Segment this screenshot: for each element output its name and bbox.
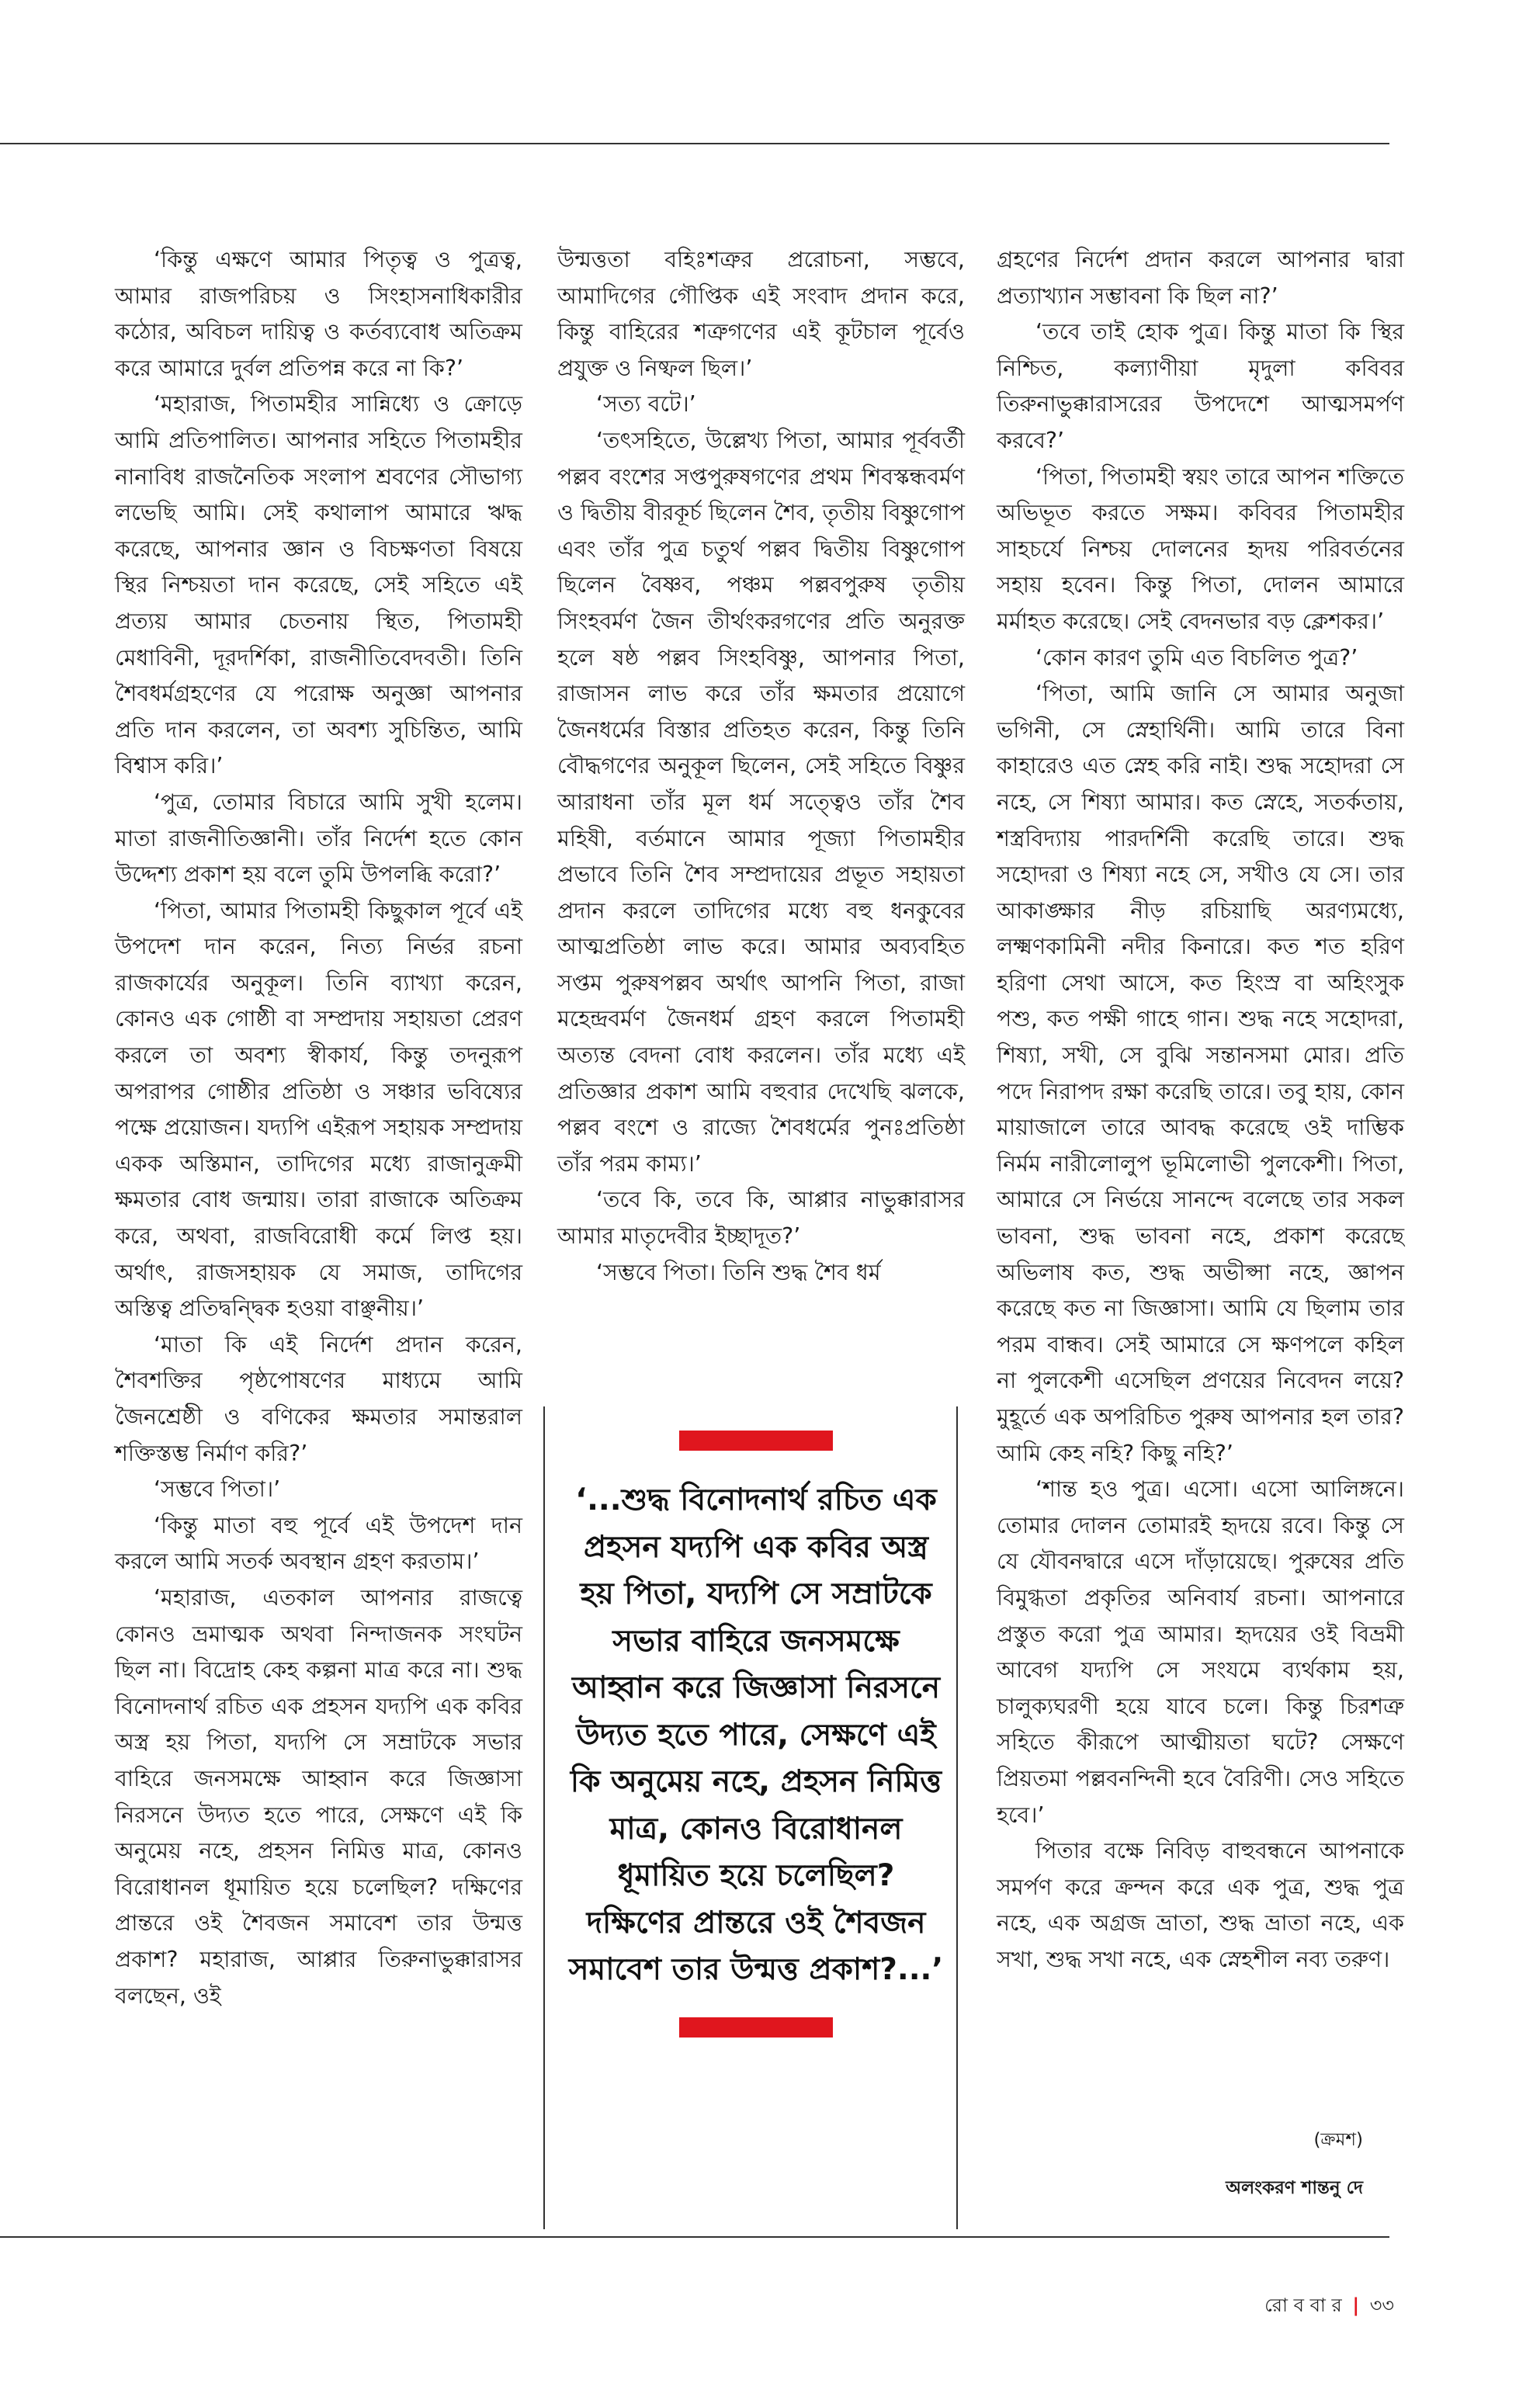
paragraph: ‘মহারাজ, এতকাল আপনার রাজত্বে কোনও ভ্রমাত্মক অথবা নিন্দাজনক সংঘটন ছিল না। বিদ্রোহ কেহ কল্পনা মাত্র করে না। শুদ্ধ বিনোদনার্থ রচিত এক প্রহসন যদ্যপি এক কবির অস্ত্র হয় পিতা, যদ্যপি সে সম্রাটকে সভার বাহিরে জনসমক্ষে আহ্বান করে জিজ্ঞাসা নিরসনে উদ্যত হতে পারে, সেক্ষণে এই কি অনুমেয় নহে, প্রহসন নিমিত্ত মাত্র, কোনও বিরোধানল ধূমায়িত হয়ে চলেছিল? দক্ষিণের প্রান্তরে ওই শৈবজন সমাবেশ তার উন্মত্ত প্রকাশ? মহারাজ, আপ্পার তিরুনাভুক্কারাসর বলছেন, ওই	[115, 1584, 522, 2009]
magazine-name: রো ব বা র	[1264, 2294, 1342, 2316]
paragraph: ‘তবে তাই হোক পুত্র। কিন্তু মাতা কি স্থির নিশ্চিত, কল্যাণীয়া মৃদুলা কবিবর তিরুনাভুক্কারাসরের উপদেশে আত্মসমর্পণ করবে?’	[997, 319, 1404, 453]
article-column-2	[557, 242, 965, 1291]
paragraph: উন্মত্ততা বহিঃশত্রুর প্ররোচনা, সম্ভবে, আমাদিগের গৌপ্তিক এই সংবাদ প্রদান করে, কিন্তু বাহিরের শত্রুগণের এই কূটচাল পূর্বেও প্রযুক্ত ও নিষ্ফল ছিল।’	[557, 247, 965, 381]
paragraph: ‘পুত্র, তোমার বিচারে আমি সুখী হলেম। মাতা রাজনীতিজ্ঞানী। তাঁর নির্দেশ হতে কোন উদ্দেশ্য প্রকাশ হয় বলে তুমি উপলব্ধি করো?’	[115, 789, 522, 888]
paragraph: ‘পিতা, আমার পিতামহী কিছুকাল পূর্বে এই উপদেশ দান করেন, নিত্য নির্ভর রচনা রাজকার্যের অনুকূল। তিনি ব্যাখ্যা করেন, কোনও এক গোষ্ঠী বা সম্প্রদায় সহায়তা প্রেরণ করলে তা অবশ্য স্বীকার্য, কিন্তু তদনুরূপ অপরাপর গোষ্ঠীর প্রতিষ্ঠা ও সঞ্চার ভবিষ্যের পক্ষে প্রয়োজন। যদ্যপি এইরূপ সহায়ক সম্প্রদায় একক অস্তিমান, তাদিগের মধ্যে রাজানুক্রমী ক্ষমতার বোধ জন্মায়। তারা রাজাকে অতিক্রম করে, অথবা, রাজবিরোধী কর্মে লিপ্ত হয়। অর্থাৎ, রাজসহায়ক যে সমাজ, তাদিগের অস্তিত্ব প্রতিদ্বন্দ্বিক হওয়া বাঞ্ছনীয়।’	[115, 897, 522, 1322]
paragraph: ‘শান্ত হও পুত্র। এসো। এসো আলিঙ্গনে। তোমার দোলন তোমারই হৃদয়ে রবে। কিন্তু সে যে যৌবনদ্বারে এসে দাঁড়ায়েছে। পুরুষের প্রতি বিমুগ্ধতা প্রকৃতির অনিবার্য রচনা। আপনারে প্রস্তুত করো পুত্র আমার। হৃদয়ের ওই বিভ্রমী আবেগ যদ্যপি সে সংযমে ব্যর্থকাম হয়, চালুক্যঘরণী হয়ে যাবে চলে। কিন্তু চিরশত্রু সহিতে কীরূপে আত্মীয়তা ঘটে? সেক্ষণে প্রিয়তমা পল্লবনন্দিনী হবে বৈরিণী। সেও সহিতে হবে।’	[997, 1476, 1404, 1828]
paragraph: ‘কোন কারণ তুমি এত বিচলিত পুত্র?’	[1035, 644, 1358, 671]
paragraph: ‘মাতা কি এই নির্দেশ প্রদান করেন, শৈবশক্তির পৃষ্ঠপোষণের মাধ্যমে আমি জৈনশ্রেষ্ঠী ও বণিকের ক্ষমতার সমান্তরাল শক্তিস্তম্ভ নির্মাণ করি?’	[115, 1331, 522, 1466]
top-rule	[0, 143, 1389, 144]
column-divider-left	[543, 1406, 545, 2229]
paragraph: ‘পিতা, আমি জানি সে আমার অনুজা ভগিনী, সে স্নেহার্থিনী। আমি তারে বিনা কাহারেও এত স্নেহ করি নাই। শুদ্ধ সহোদরা সে নহে, সে শিষ্যা আমার। কত স্নেহে, সতর্কতায়, শস্ত্রবিদ্যায় পারদর্শিনী করেছি তারে। শুদ্ধ সহোদরা ও শিষ্যা নহে সে, সখীও যে সে। তার আকাঙ্ক্ষার নীড় রচিয়াছি অরণ্যমধ্যে, লক্ষ্মণকামিনী নদীর কিনারে। কত শত হরিণ হরিণা সেথা আসে, কত হিংস্র বা অহিংসুক পশু, কত পক্ষী গাহে গান। শুদ্ধ নহে সহোদরা, শিষ্যা, সখী, সে বুঝি সন্তানসমা মোর। প্রতি পদে নিরাপদ রক্ষা করেছি তারে। তবু হায়, কোন মায়াজালে তারে আবদ্ধ করেছে ওই দাম্ভিক নির্মম নারীলোলুপ ভূমিলোভী পুলকেশী। পিতা, আমারে সে নির্ভয়ে সানন্দে বলেছে তার সকল ভাবনা, শুদ্ধ ভাবনা নহে, প্রকাশ করেছে অভিলাষ কত, শুদ্ধ অভীপ্সা নহে, জ্ঞাপন করেছে কত না জিজ্ঞাসা। আমি যে ছিলাম তার পরম বান্ধব। সেই আমারে সে ক্ষণপলে কহিল না পুলকেশী এসেছিল প্রণয়ের নিবেদন লয়ে? মুহূর্তে এক অপরিচিত পুরুষ আপনার হল তার? আমি কেহ নহি? কিছু নহি?’	[997, 681, 1404, 1466]
page-number: ৩৩	[1369, 2294, 1394, 2316]
paragraph: ‘তবে কি, তবে কি, আপ্পার নাভুক্কারাসর আমার মাতৃদেবীর ইচ্ছাদূত?’	[557, 1187, 965, 1250]
paragraph: ‘মহারাজ, পিতামহীর সান্নিধ্যে ও ক্রোড়ে আমি প্রতিপালিত। আপনার সহিতে পিতামহীর নানাবিধ রাজনৈতিক সংলাপ শ্রবণের সৌভাগ্য লভেছি আমি। সেই কথালাপ আমারে ঋদ্ধ করেছে, আপনার জ্ঞান ও বিচক্ষণতা বিষয়ে স্থির নিশ্চয়তা দান করেছে, সেই সহিতে এই প্রত্যয় আমার চেতনায় স্থিত, পিতামহী মেধাবিনী, দূরদর্শিকা, রাজনীতিবেদবতী। তিনি শৈবধর্মগ্রহণের যে পরোক্ষ অনুজ্ঞা আপনার প্রতি দান করলেন, তা অবশ্য সুচিন্তিত, আমি বিশ্বাস করি।’	[115, 391, 522, 779]
pull-quote-box	[565, 1431, 947, 2038]
bottom-rule	[0, 2236, 1389, 2238]
paragraph: ‘কিন্তু মাতা বহু পূর্বে এই উপদেশ দান করলে আমি সতর্ক অবস্থান গ্রহণ করতাম।’	[115, 1512, 522, 1575]
paragraph: পিতার বক্ষে নিবিড় বাহুবন্ধনে আপনাকে সমর্পণ করে ক্রন্দন করে এক পুত্র, শুদ্ধ পুত্র নহে, এক অগ্রজ ভ্রাতা, শুদ্ধ ভ্রাতা নহে, এক সখা, শুদ্ধ সখা নহে, এক স্নেহশীল নব্য তরুণ।	[997, 1838, 1404, 1972]
illustration-credit: অলংকরণ শান্তনু দে	[1226, 2178, 1363, 2198]
pull-quote-bottom-bar	[679, 2017, 833, 2038]
pull-quote-text: ‘...শুদ্ধ বিনোদনার্থ রচিত এক প্রহসন যদ্যপি এক কবির অস্ত্র হয় পিতা, যদ্যপি সে সম্রাটকে সভার বাহিরে জনসমক্ষে আহ্বান করে জিজ্ঞাসা নিরসনে উদ্যত হতে পারে, সেক্ষণে এই কি অনুমেয় নহে, প্রহসন নিমিত্ত মাত্র, কোনও বিরোধানল ধূমায়িত হয়ে চলেছিল? দক্ষিণের প্রান্তরে ওই শৈবজন সমাবেশ তার উন্মত্ত প্রকাশ?...’	[568, 1483, 944, 1987]
paragraph: ‘তৎসহিতে, উল্লেখ্য পিতা, আমার পূর্ববর্তী পল্লব বংশের সপ্তপুরুষগণের প্রথম শিবস্কন্ধবর্মণ ও দ্বিতীয় বীরকূর্চ ছিলেন শৈব, তৃতীয় বিষ্ণুগোপ এবং তাঁর পুত্র চতুর্থ পল্লব দ্বিতীয় বিষ্ণুগোপ ছিলেন বৈষ্ণব, পঞ্চম পল্লবপুরুষ তৃতীয় সিংহবর্মণ জৈন তীর্থংকরগণের প্রতি অনুরক্ত হলে ষষ্ঠ পল্লব সিংহবিষ্ণু, আপনার পিতা, রাজাসন লাভ করে তাঁর ক্ষমতার প্রয়োগে জৈনধর্মের বিস্তার প্রতিহত করেন, কিন্তু তিনি বৌদ্ধগণের অনুকূল ছিলেন, সেই সহিতে বিষ্ণুর আরাধনা তাঁর মূল ধর্ম সত্ত্বেও তাঁর শৈব মহিষী, বর্তমানে আমার পূজ্যা পিতামহীর প্রভাবে তিনি শৈব সম্প্রদায়ের প্রভূত সহায়তা প্রদান করলে তাদিগের মধ্যে বহু ধনকুবের আত্মপ্রতিষ্ঠা লাভ করে। আমার অব্যবহিত সপ্তম পুরুষপল্লব অর্থাৎ আপনি পিতা, রাজা মহেন্দ্রবর্মণ জৈনধর্ম গ্রহণ করলে পিতামহী অত্যন্ত বেদনা বোধ করলেন। তাঁর মধ্যে এই প্রতিজ্ঞার প্রকাশ আমি বহুবার দেখেছি ঝলকে, পল্লব বংশে ও রাজ্যে শৈবধর্মের পুনঃপ্রতিষ্ঠা তাঁর পরম কাম্য।’	[557, 427, 965, 1177]
paragraph: ‘সম্ভবে পিতা।’	[154, 1476, 281, 1503]
paragraph: গ্রহণের নির্দেশ প্রদান করলে আপনার দ্বারা প্রত্যাখ্যান সম্ভাবনা কি ছিল না?’	[997, 247, 1404, 309]
article-column-3	[997, 242, 1404, 1979]
pull-quote-top-bar	[679, 1431, 833, 1451]
footer-separator: |	[1352, 2294, 1360, 2316]
paragraph: ‘সত্য বটে।’	[596, 391, 696, 418]
paragraph: ‘কিন্তু এক্ষণে আমার পিতৃত্ব ও পুত্রত্ব, আমার রাজপরিচয় ও সিংহাসনাধিকারীর কঠোর, অবিচল দায়িত্ব ও কর্তব্যবোধ অতিক্রম করে আমারে দুর্বল প্রতিপন্ন করে না কি?’	[115, 247, 522, 381]
continued-note: (ক্রমশ)	[1313, 2130, 1363, 2150]
article-column-1	[115, 242, 522, 2014]
column-divider-right	[956, 1406, 958, 2229]
paragraph: ‘সম্ভবে পিতা। তিনি শুদ্ধ শৈব ধর্ম	[596, 1259, 881, 1285]
page-footer	[1264, 2291, 1394, 2322]
paragraph: ‘পিতা, পিতামহী স্বয়ং তারে আপন শক্তিতে অভিভূত করতে সক্ষম। কবিবর পিতামহীর সাহচর্যে নিশ্চয় দোলনের হৃদয় পরিবর্তনের সহায় হবেন। কিন্তু পিতা, দোলন আমারে মর্মাহত করেছে। সেই বেদনভার বড় ক্লেশকর।’	[997, 463, 1404, 634]
